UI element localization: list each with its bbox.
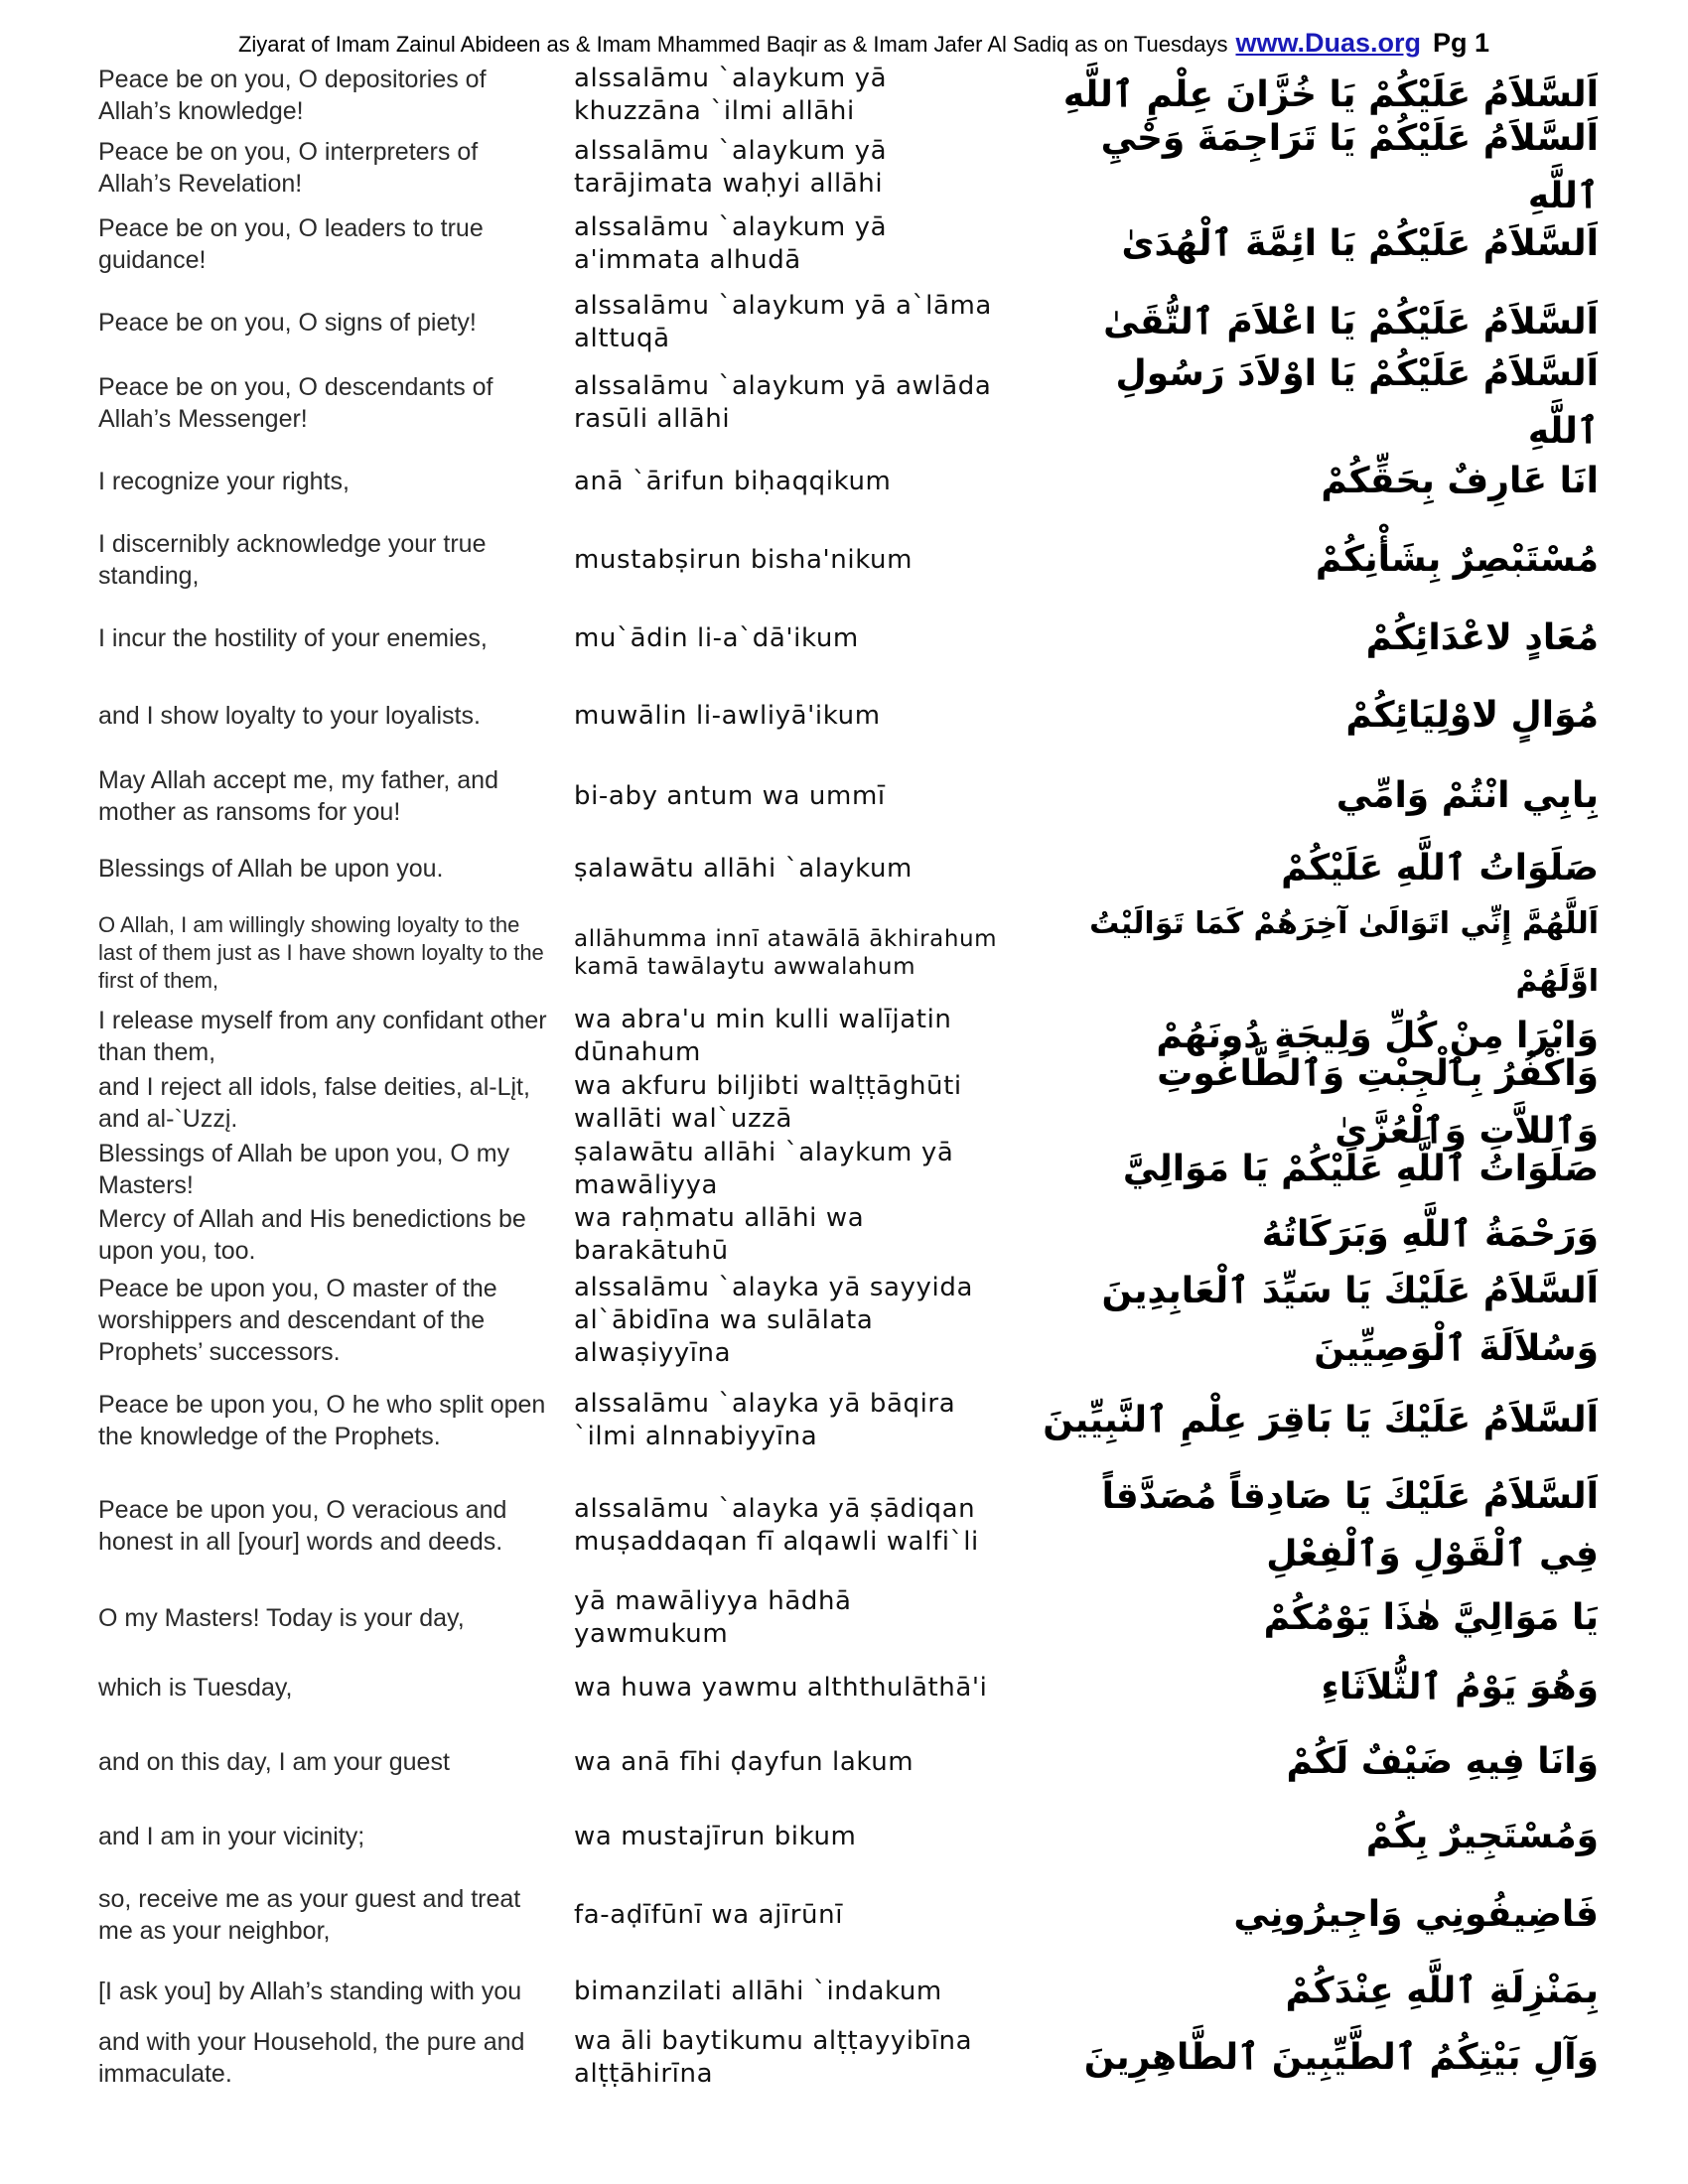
transliteration-text: fa-aḍīfūnī wa ajīrūnī	[574, 1899, 844, 1930]
document-title: Ziyarat of Imam Zainul Abideen as & Imam Mhammed Baqir as & Imam Jafer Al Sadiq as on Tuesdays	[237, 32, 1228, 57]
english-translation	[98, 445, 555, 518]
arabic-verse: اَلسَّلاَمُ عَلَيْكُمْ يَا اوْلاَدَ رَسُولِ ٱللَّهِ	[1115, 353, 1599, 452]
transliteration	[574, 1005, 1011, 1068]
verse-row	[0, 836, 1688, 901]
english-translation	[98, 361, 555, 445]
arabic-text	[1033, 1803, 1599, 1870]
transliteration-text: wa mustajīrun bikum	[574, 1821, 857, 1851]
arabic-text	[1033, 1960, 1599, 2023]
transliteration	[574, 1654, 1011, 1721]
english-translation	[98, 1068, 555, 1138]
arabic-text	[1033, 1201, 1599, 1269]
transliteration	[574, 1201, 1011, 1269]
transliteration-text: alssalāmu `alaykum yā khuzzāna `ilmi allāhi	[574, 64, 888, 126]
english-translation	[98, 284, 555, 361]
arabic-verse: اَلسَّلاَمُ عَلَيْكُمْ يَا خُزَّانَ عِلْمِ ٱللَّهِ	[1062, 74, 1599, 115]
arabic-text	[1033, 1053, 1599, 1152]
arabic-text	[1033, 1269, 1599, 1372]
arabic-verse: انَا عَارِفٌ بِحَقِّكُمْ	[1321, 461, 1599, 501]
transliteration	[574, 1582, 1011, 1654]
english-text: O my Masters! Today is your day,	[98, 1604, 465, 1632]
transliteration-text: alssalāmu `alayka yā sayyida al`ābidīna wa sulālata alwaṣiyyīna	[574, 1272, 973, 1368]
verse-row	[0, 518, 1688, 602]
english-translation	[98, 1654, 555, 1721]
english-translation	[98, 756, 555, 836]
english-translation	[98, 602, 555, 675]
transliteration-text: bi-aby antum wa ummī	[574, 780, 886, 811]
english-translation	[98, 2023, 555, 2093]
verse-row	[0, 1469, 1688, 1582]
english-translation	[98, 131, 555, 205]
transliteration	[574, 901, 1011, 1005]
arabic-verse: وَانَا فِيهِ ضَيْفٌ لَكُمْ	[1286, 1741, 1599, 1782]
transliteration-text: allāhumma innī atawālā ākhirahum kamā tawālaytu awwalahum	[574, 926, 998, 980]
english-text: so, receive me as your guest and treat me as your neighbor,	[98, 1885, 521, 1945]
arabic-text	[1033, 1721, 1599, 1803]
transliteration	[574, 602, 1011, 675]
page-number: Pg 1	[1433, 28, 1490, 58]
english-text: Peace be on you, O leaders to true guidance!	[98, 214, 484, 274]
verse-table	[0, 60, 1688, 2093]
transliteration-text: ṣalawātu allāhi `alaykum yā mawāliyya	[574, 1138, 954, 1200]
english-text: Mercy of Allah and His benedictions be upon you, too.	[98, 1205, 526, 1265]
transliteration-text: anā `ārifun biḥaqqikum	[574, 466, 892, 496]
verse-row	[0, 675, 1688, 756]
verse-row	[0, 1269, 1688, 1372]
transliteration	[574, 1960, 1011, 2023]
verse-row	[0, 445, 1688, 518]
english-text: O Allah, I am willingly showing loyalty to the last of them just as I have shown loyalty to the first of them,	[98, 912, 544, 993]
english-translation	[98, 675, 555, 756]
transliteration-text: alssalāmu `alayka yā bāqira `ilmi alnnabiyyīna	[574, 1389, 956, 1451]
arabic-text	[1033, 1870, 1599, 1960]
transliteration	[574, 60, 1011, 131]
arabic-verse: وَاكْفُرُ بِٱلْجِبْتِ وَٱلطَّاغُوتِ وَٱللاَّتِ وَٱلْعُزَّىٰ	[1157, 1053, 1599, 1152]
english-text: which is Tuesday,	[98, 1674, 293, 1702]
arabic-verse: مُعَادٍ لاعْدَائِكُمْ	[1365, 617, 1599, 658]
arabic-verse: وَابْرَا مِنْ كُلِّ وَلِيجَةٍ دُونَهُمْ	[1156, 1016, 1599, 1056]
english-translation	[98, 1870, 555, 1960]
transliteration	[574, 361, 1011, 445]
verse-row	[0, 1870, 1688, 1960]
transliteration	[574, 205, 1011, 284]
verse-row	[0, 1960, 1688, 2023]
verse-row	[0, 1138, 1688, 1201]
english-text: and I show loyalty to your loyalists.	[98, 702, 481, 730]
verse-row	[0, 1372, 1688, 1469]
transliteration-text: alssalāmu `alayka yā ṣādiqan muṣaddaqan fī alqawli walfi`li	[574, 1494, 979, 1557]
english-translation	[98, 836, 555, 901]
verse-row	[0, 1053, 1688, 1152]
verse-row	[0, 2023, 1688, 2093]
english-text: I incur the hostility of your enemies,	[98, 624, 488, 652]
english-translation	[98, 1469, 555, 1582]
verse-row	[0, 205, 1688, 284]
transliteration-text: ṣalawātu allāhi `alaykum	[574, 853, 913, 884]
english-text: Peace be on you, O interpreters of Allah’s Revelation!	[98, 138, 479, 198]
verse-row	[0, 1654, 1688, 1721]
english-text: I discernibly acknowledge your true standing,	[98, 530, 487, 590]
transliteration	[574, 1138, 1011, 1201]
transliteration-text: wa anā fīhi ḍayfun lakum	[574, 1746, 914, 1777]
english-text: Peace be on you, O depositories of Allah’s knowledge!	[98, 66, 487, 125]
arabic-text	[1033, 675, 1599, 756]
arabic-text	[1033, 353, 1599, 452]
arabic-text	[1033, 901, 1599, 1005]
english-translation	[98, 1005, 555, 1068]
english-translation	[98, 1372, 555, 1469]
arabic-verse: يَا مَوَالِيَّ هٰذَا يَوْمُكُمْ	[1263, 1597, 1599, 1638]
english-translation	[98, 1803, 555, 1870]
transliteration-text: wa akfuru biljibti walṭṭāghūti wallāti wal`uzzā	[574, 1071, 962, 1134]
arabic-verse: بِابِي انْتُمْ وَامِّي	[1336, 775, 1599, 816]
english-translation	[98, 1201, 555, 1269]
english-text: [I ask you] by Allah’s standing with you	[98, 1978, 522, 2005]
transliteration	[574, 756, 1011, 836]
arabic-text	[1033, 1582, 1599, 1654]
verse-row	[0, 756, 1688, 836]
english-text: and I reject all idols, false deities, al-Lįt, and al-`Uzzį.	[98, 1073, 530, 1133]
transliteration-text: alssalāmu `alaykum yā awlāda rasūli allāhi	[574, 371, 992, 434]
transliteration	[574, 445, 1011, 518]
transliteration	[574, 1721, 1011, 1803]
transliteration-text: bimanzilati allāhi `indakum	[574, 1976, 942, 2006]
transliteration-text: wa āli baytikumu alṭṭayyibīna alṭṭāhirīna	[574, 2026, 973, 2089]
english-translation	[98, 518, 555, 602]
transliteration	[574, 131, 1011, 205]
english-text: I recognize your rights,	[98, 468, 350, 495]
verse-row	[0, 1582, 1688, 1654]
verse-row	[0, 1803, 1688, 1870]
transliteration-text: alssalāmu `alaykum yā a`lāma alttuqā	[574, 291, 992, 353]
verse-row	[0, 1721, 1688, 1803]
transliteration-text: mustabṣirun bisha'nikum	[574, 544, 914, 575]
transliteration	[574, 518, 1011, 602]
english-text: Peace be on you, O signs of piety!	[98, 309, 477, 337]
verse-row	[0, 602, 1688, 675]
arabic-verse: وَرَحْمَةُ ٱللَّهِ وَبَرَكَاتُهُ	[1261, 1214, 1599, 1255]
english-text: May Allah accept me, my father, and mother as ransoms for you!	[98, 766, 498, 826]
transliteration-text: yā mawāliyya hādhā yawmukum	[574, 1586, 852, 1649]
transliteration	[574, 836, 1011, 901]
arabic-verse: اَللَّهُمَّ إِنِّي اتَوَالَىٰ آخِرَهُمْ كَمَا تَوَالَيْتُ اوَّلَهُمْ	[1089, 906, 1599, 999]
english-translation	[98, 1269, 555, 1372]
english-text: and I am in your vicinity;	[98, 1823, 365, 1850]
english-translation	[98, 901, 555, 1005]
arabic-text	[1033, 205, 1599, 284]
arabic-verse: وَمُسْتَجِيرٌ بِكُمْ	[1365, 1816, 1599, 1856]
transliteration-text: wa raḥmatu allāhi wa barakātuhū	[574, 1203, 865, 1266]
arabic-verse: اَلسَّلاَمُ عَلَيْكَ يَا سَيِّدَ ٱلْعَابِدِينَ وَسُلاَلَةَ ٱلْوَصِيِّينَ	[1101, 1271, 1599, 1369]
arabic-text	[1033, 1372, 1599, 1469]
arabic-verse: فَاضِيفُونِي وَاجِيرُونِي	[1233, 1894, 1599, 1935]
verse-row	[0, 1201, 1688, 1269]
arabic-text	[1033, 836, 1599, 901]
arabic-verse: اَلسَّلاَمُ عَلَيْكَ يَا صَادِقاً مُصَدَّقاً فِي ٱلْقَوْلِ وَٱلْفِعْلِ	[1101, 1476, 1599, 1574]
english-translation	[98, 60, 555, 131]
transliteration-text: muwālin li-awliyā'ikum	[574, 700, 881, 731]
english-text: Blessings of Allah be upon you, O my Masters!	[98, 1140, 510, 1199]
transliteration-text: alssalāmu `alaykum yā a'immata alhudā	[574, 212, 888, 275]
arabic-verse: صَلَوَاتُ ٱللَّهِ عَلَيْكُمْ	[1281, 848, 1599, 888]
arabic-text	[1033, 2023, 1599, 2093]
english-text: Peace be upon you, O veracious and honest in all [your] words and deeds.	[98, 1496, 507, 1556]
transliteration	[574, 2023, 1011, 2093]
english-text: Peace be upon you, O master of the worshippers and descendant of the Prophets’ successors.	[98, 1275, 497, 1366]
arabic-verse: اَلسَّلاَمُ عَلَيْكُمْ يَا اعْلاَمَ ٱلتُّقَىٰ	[1103, 302, 1599, 342]
page-header	[124, 28, 1604, 59]
transliteration-text: alssalāmu `alaykum yā tarājimata waḥyi allāhi	[574, 136, 888, 199]
arabic-text	[1033, 756, 1599, 836]
english-translation	[98, 1582, 555, 1654]
english-text: and on this day, I am your guest	[98, 1748, 450, 1776]
arabic-verse: اَلسَّلاَمُ عَلَيْكُمْ يَا ائِمَّةَ ٱلْهُدَىٰ	[1121, 223, 1599, 264]
english-text: Peace be upon you, O he who split open the knowledge of the Prophets.	[98, 1391, 546, 1450]
verse-row	[0, 901, 1688, 1005]
english-text: Blessings of Allah be upon you.	[98, 855, 444, 883]
arabic-text	[1033, 1469, 1599, 1582]
arabic-verse: اَلسَّلاَمُ عَلَيْكُمْ يَا تَرَاجِمَةَ وَحْيِ ٱللَّهِ	[1100, 118, 1599, 216]
site-link[interactable]: www.Duas.org	[1235, 28, 1422, 58]
arabic-verse: مُسْتَبْصِرٌ بِشَأْنِكُمْ	[1315, 539, 1599, 580]
transliteration	[574, 1372, 1011, 1469]
arabic-text	[1033, 118, 1599, 216]
transliteration	[574, 284, 1011, 361]
arabic-verse: اَلسَّلاَمُ عَلَيْكَ يَا بَاقِرَ عِلْمِ ٱلنَّبِيِّينَ	[1043, 1400, 1599, 1440]
transliteration	[574, 675, 1011, 756]
transliteration-text: wa huwa yawmu alththulāthā'i	[574, 1672, 988, 1703]
arabic-text	[1033, 602, 1599, 675]
transliteration	[574, 1803, 1011, 1870]
english-text: Peace be on you, O descendants of Allah’s Messenger!	[98, 373, 493, 433]
transliteration	[574, 1269, 1011, 1372]
english-translation	[98, 1960, 555, 2023]
arabic-verse: صَلَوَاتُ ٱللَّهِ عَلَيْكُمْ يَا مَوَالِيَّ	[1122, 1149, 1599, 1189]
transliteration-text: mu`ādin li-a`dā'ikum	[574, 622, 859, 653]
verse-row	[0, 353, 1688, 452]
arabic-verse: وَآلِ بَيْتِكُمُ ٱلطَّيِّبِينَ ٱلطَّاهِرِينَ	[1083, 2037, 1599, 2078]
english-translation	[98, 1721, 555, 1803]
transliteration	[574, 1870, 1011, 1960]
english-translation	[98, 1138, 555, 1201]
arabic-verse: بِمَنْزِلَةِ ٱللَّهِ عِنْدَكُمْ	[1285, 1971, 1599, 2011]
arabic-text	[1033, 445, 1599, 518]
transliteration	[574, 1469, 1011, 1582]
transliteration-text: wa abra'u min kulli walījatin dūnahum	[574, 1005, 952, 1067]
english-text: and with your Household, the pure and immaculate.	[98, 2028, 525, 2088]
transliteration	[574, 1068, 1011, 1138]
verse-row	[0, 118, 1688, 216]
arabic-text	[1033, 1138, 1599, 1201]
english-text: I release myself from any confidant other than them,	[98, 1007, 547, 1066]
arabic-text	[1033, 1654, 1599, 1721]
english-translation	[98, 205, 555, 284]
arabic-text	[1033, 518, 1599, 602]
arabic-verse: وَهُوَ يَوْمُ ٱلثُّلاَثَاءِ	[1321, 1667, 1599, 1707]
arabic-verse: مُوَالٍ لاوْلِيَائِكُمْ	[1345, 695, 1599, 736]
